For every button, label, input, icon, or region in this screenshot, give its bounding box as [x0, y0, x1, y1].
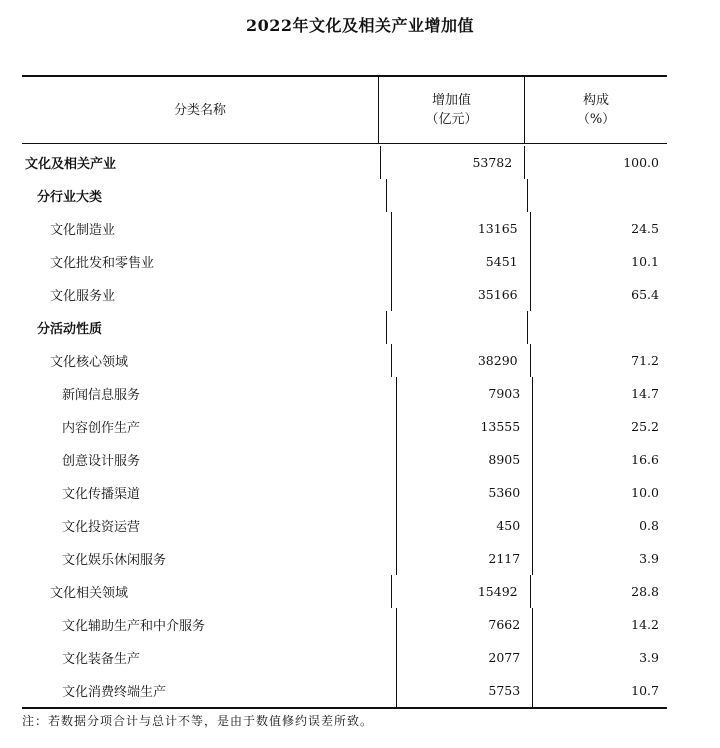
row-share: 14.7 [631, 386, 659, 401]
row-share: 10.1 [631, 254, 659, 269]
row-share: 28.8 [631, 584, 659, 599]
row-name: 文化相关领域 [50, 586, 129, 601]
page-title: 2022年文化及相关产业增加值 [245, 16, 475, 35]
row-name: 文化传播渠道 [62, 487, 141, 502]
row-share: 65.4 [631, 287, 659, 302]
row-share: 14.2 [631, 617, 659, 632]
table-row [22, 443, 667, 476]
row-name: 分行业大类 [37, 190, 103, 205]
table-row [22, 641, 667, 674]
table-body [22, 144, 667, 707]
table-header [22, 77, 667, 144]
table-row [22, 311, 667, 344]
row-name: 创意设计服务 [62, 454, 141, 469]
row-value: 13555 [396, 410, 533, 443]
row-value: 450 [396, 509, 533, 542]
row-value: 53782 [380, 146, 525, 179]
header-composition-label: 构成 [582, 93, 609, 108]
row-value: 35166 [391, 278, 531, 311]
row-value: 7903 [396, 377, 533, 410]
table-row [22, 278, 667, 311]
row-share: 10.0 [631, 485, 659, 500]
header-composition-unit: （%） [576, 112, 616, 127]
row-value [386, 179, 528, 212]
row-share: 3.9 [639, 650, 659, 665]
table-row [22, 179, 667, 212]
row-value: 7662 [396, 608, 533, 641]
header-added-value [378, 77, 525, 143]
table-row [22, 245, 667, 278]
row-value [386, 311, 528, 344]
row-value: 2117 [396, 542, 533, 575]
row-name: 文化制造业 [50, 223, 116, 238]
footnote: 注：若数据分项合计与总计不等，是由于数值修约误差所致。 [22, 714, 374, 728]
header-composition [525, 77, 667, 143]
table-row [22, 410, 667, 443]
row-name: 文化投资运营 [62, 520, 141, 535]
table-row [22, 509, 667, 542]
row-value: 13165 [391, 212, 531, 245]
row-name: 文化及相关产业 [25, 157, 117, 172]
row-share: 71.2 [631, 353, 659, 368]
table-row [22, 344, 667, 377]
row-value: 38290 [391, 344, 531, 377]
table-row [22, 542, 667, 575]
table-row [22, 575, 667, 608]
header-added-value-label: 增加值 [431, 93, 471, 108]
data-table [22, 75, 667, 709]
row-name: 文化批发和零售业 [50, 256, 155, 271]
row-name: 新闻信息服务 [62, 388, 141, 403]
header-added-value-unit: （亿元） [425, 112, 478, 127]
row-name: 分活动性质 [37, 322, 103, 337]
row-share: 10.7 [631, 683, 659, 698]
row-share: 16.6 [631, 452, 659, 467]
row-value: 5753 [396, 674, 533, 707]
row-name: 文化核心领域 [50, 355, 129, 370]
table-row [22, 212, 667, 245]
row-share: 100.0 [623, 155, 659, 170]
row-share: 24.5 [631, 221, 659, 236]
table-row [22, 608, 667, 641]
table-row [22, 674, 667, 707]
row-share: 0.8 [639, 518, 659, 533]
table-row [22, 146, 667, 179]
row-name: 文化辅助生产和中介服务 [62, 619, 206, 634]
row-name: 文化服务业 [50, 289, 116, 304]
table-row [22, 476, 667, 509]
row-share: 25.2 [631, 419, 659, 434]
row-value: 8905 [396, 443, 533, 476]
row-value: 15492 [391, 575, 531, 608]
row-value: 5451 [391, 245, 531, 278]
row-name: 文化娱乐休闲服务 [62, 553, 167, 568]
row-name: 文化消费终端生产 [62, 685, 167, 700]
row-name: 内容创作生产 [62, 421, 141, 436]
row-share: 3.9 [639, 551, 659, 566]
row-value: 5360 [396, 476, 533, 509]
row-name: 文化装备生产 [62, 652, 141, 667]
row-value: 2077 [396, 641, 533, 674]
header-category-label: 分类名称 [173, 102, 226, 118]
header-category-name [22, 77, 378, 143]
table-row [22, 377, 667, 410]
